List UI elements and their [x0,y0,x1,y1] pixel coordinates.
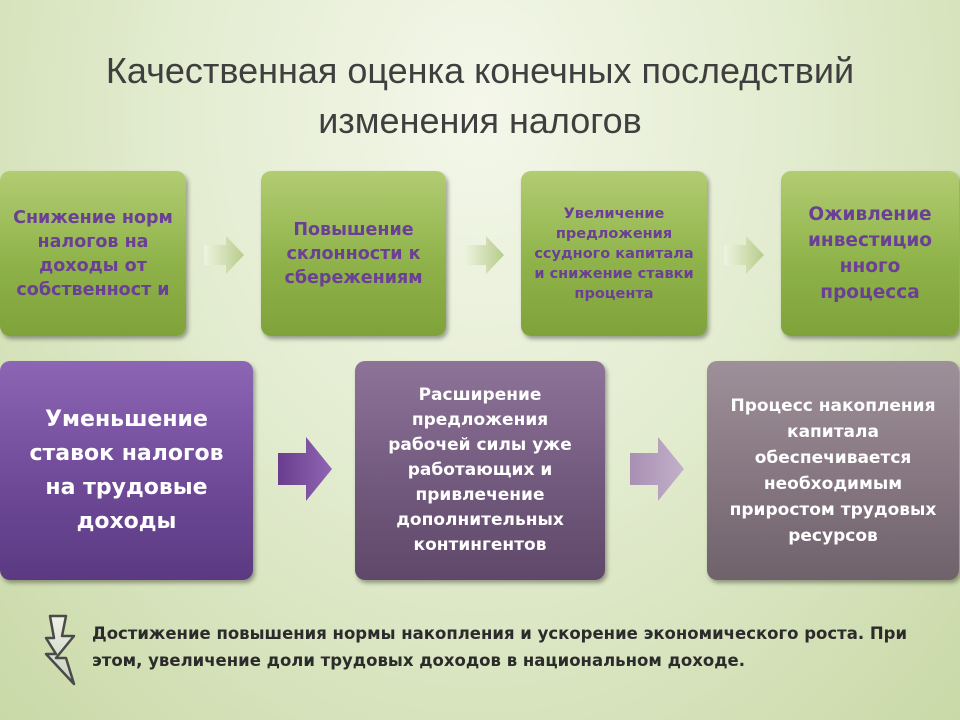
box-labor-supply-expansion [355,361,605,580]
right-arrow-icon [464,236,504,274]
slide-title [40,46,920,146]
box-tax-reduction-property-text: Снижение норм налогов на доходы от собственност и [13,207,173,300]
box-investment-revival-text: Оживление инвестицио нного процесса [807,203,933,303]
box-savings-propensity [261,171,446,336]
title-line-2: изменения налогов [318,100,642,141]
box-labor-supply-expansion-text: Расширение предложения рабочей силы уже работающих и привлечение дополнительных контингентов [388,385,572,555]
box-investment-revival [781,171,959,336]
box-savings-propensity-text: Повышение склонности к сбережениям [284,219,423,288]
right-arrow-icon [630,437,684,501]
right-arrow-icon [278,437,332,501]
box-tax-reduction-property [0,171,186,336]
box-loan-capital-supply [521,171,707,336]
box-labor-tax-reduction-text: Уменьшение ставок налогов на трудовые доходы [29,406,224,534]
box-capital-accumulation [707,361,959,580]
lightning-bolt-icon [44,614,84,686]
box-loan-capital-supply-text: Увеличение предложения ссудного капитала и снижение ставки процента [534,205,694,302]
right-arrow-icon [204,236,244,274]
conclusion-text: Достижение повышения нормы накопления и ускорение экономического роста. При этом, увеличение доли трудовых доходов в национальном доходе. [92,624,908,670]
box-capital-accumulation-text: Процесс накопления капитала обеспечивается необходимым приростом трудовых ресурсов [729,395,937,546]
box-labor-tax-reduction [0,361,253,580]
right-arrow-icon [724,236,764,274]
title-line-1: Качественная оценка конечных последствий [105,50,855,91]
